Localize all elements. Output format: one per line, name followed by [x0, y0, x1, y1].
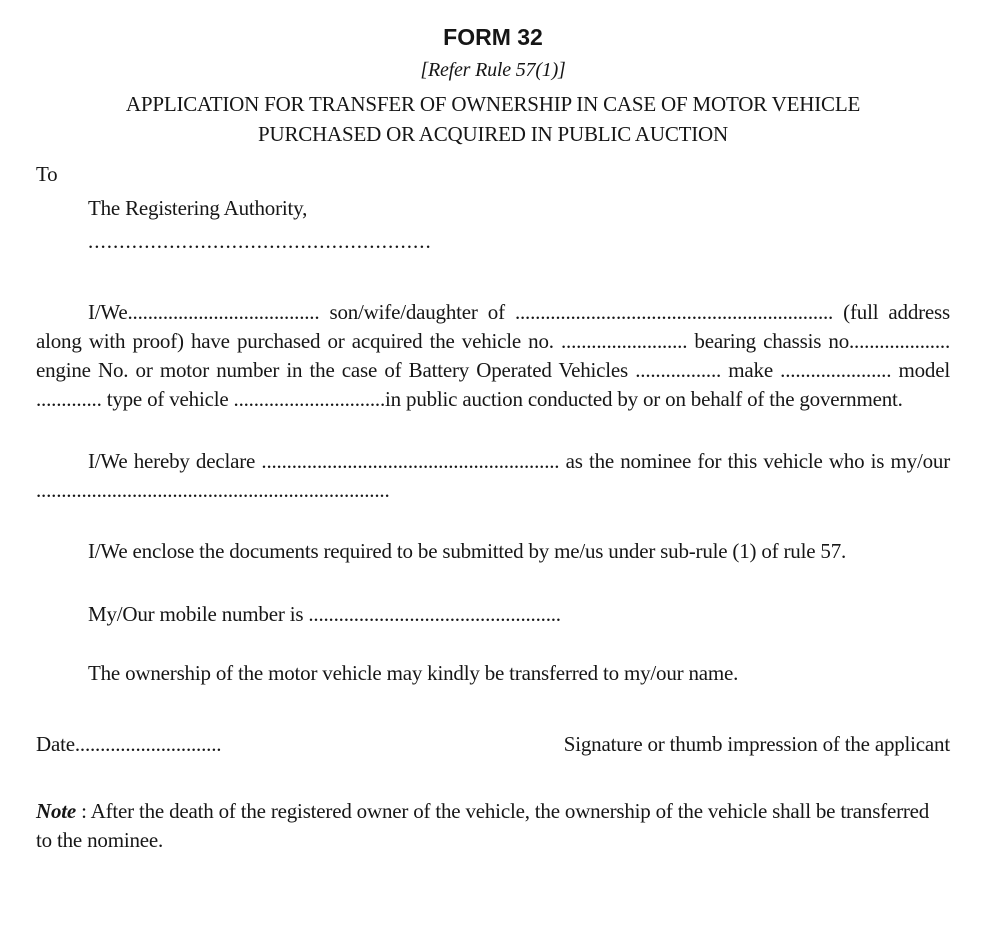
- paragraph-enclosed-documents: I/We enclose the documents required to be submitted by me/us under sub-rule (1) of rule 57.: [88, 539, 847, 563]
- rule-reference: [Refer Rule 57(1)]: [420, 59, 566, 81]
- form-heading-line2: PURCHASED OR ACQUIRED IN PUBLIC AUCTION: [258, 122, 728, 146]
- note-text: : After the death of the registered owner of the vehicle, the ownership of the vehicle shall be transferred to the nominee.: [36, 799, 930, 852]
- addressee-line: The Registering Authority,: [88, 196, 308, 220]
- signature-label: Signature or thumb impression of the applicant: [563, 732, 950, 756]
- paragraph-nominee-declaration: I/We hereby declare ........................................................... as the nominee for this vehicle who is my/our ......................................................................: [36, 449, 950, 502]
- note-block: [36, 797, 950, 855]
- transfer-request-line: The ownership of the motor vehicle may kindly be transferred to my/our name.: [88, 661, 739, 685]
- form-heading-line1: APPLICATION FOR TRANSFER OF OWNERSHIP IN CASE OF MOTOR VEHICLE: [125, 92, 861, 116]
- note-label: Note: [36, 799, 77, 823]
- form-title: FORM 32: [443, 24, 543, 50]
- salutation-to: To: [36, 162, 58, 186]
- paragraph-auction-declaration: I/We...................................... son/wife/daughter of ............................................................... (full address along with proof) have purchased or acquired the vehicle no. ......................... bearing chassis no.................... engine No. or motor number in the case of Battery Operated Vehicles ................. make ...................... model ............. type of vehicle ..............................in public auction conducted by or on behalf of the government.: [36, 300, 950, 411]
- mobile-number-line: My/Our mobile number is ..................................................: [88, 602, 561, 626]
- form-heading: [36, 89, 950, 149]
- date-blank-field: Date.............................: [36, 732, 222, 756]
- addressee-blank-field: .......................................................: [88, 229, 432, 253]
- date-signature-row: [36, 730, 950, 759]
